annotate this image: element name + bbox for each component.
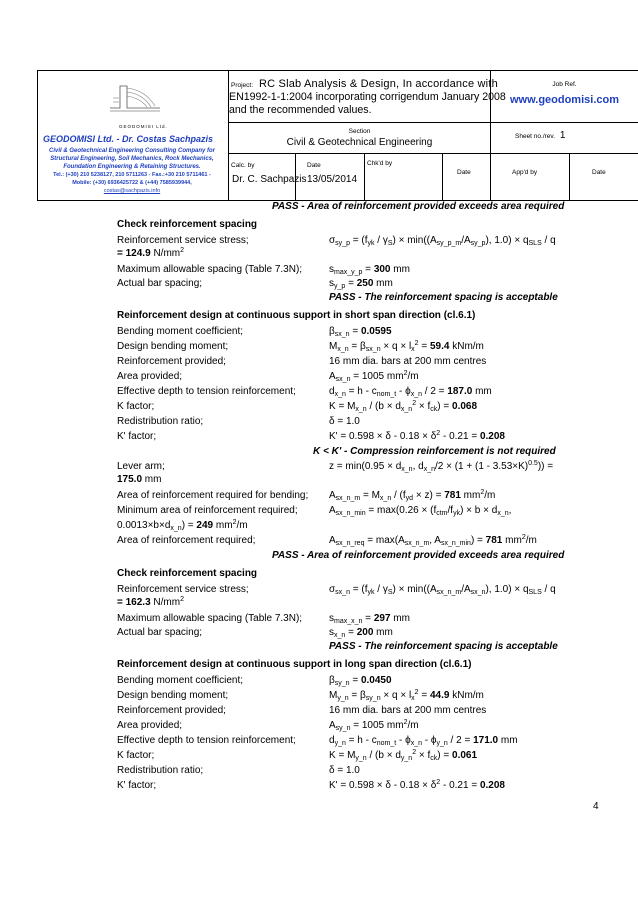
r7-value: δ = 1.0 <box>329 416 360 427</box>
r9-result: 175.0 mm <box>117 474 162 485</box>
u7-label: Redistribution ratio; <box>117 765 204 776</box>
r5-label: Effective depth to tension reinforcement; <box>117 386 296 397</box>
pass-message-4: PASS - The reinforcement spacing is acceptable <box>329 641 558 652</box>
r9-formula: $z = \min(0.95 \times d_{x\_n}$, $d_{x\_n}/2 \times (1 + (1 - 3.53\times K)^{0.5})$) = <box>329 460 554 473</box>
r11-result: $0.0013\times b\times d_{x\_n}) = 249$ $mm^2/m$ <box>117 519 248 532</box>
section-label: Section <box>348 128 371 135</box>
s2-value: $s_{max\_y\_p} = 300$ mm <box>329 264 410 276</box>
r8-label: K' factor; <box>117 431 157 442</box>
r10-value: $A_{sx\_n\_m} = M_{x\_n} / (f_{yd} \times z) = 781$ $mm^2/m$ <box>329 489 496 502</box>
r11-formula: $A_{sx\_n\_min} = \max(0.26 \times (f_{ctm}/f_{yk}) \times b \times d_{x\_n}$, <box>329 505 512 517</box>
t1-label: Reinforcement service stress; <box>117 584 249 595</box>
date2-label: Date <box>457 169 471 176</box>
project-text-3: and the recommended values. <box>229 104 372 116</box>
page-number: 4 <box>593 801 599 812</box>
u2-label: Design bending moment; <box>117 690 229 701</box>
u6-value: $K = M_{y\_n} / (b \times d_{y\_n}^2 \times f_{ck}) = 0.061$ <box>329 749 478 762</box>
u5-label: Effective depth to tension reinforcement; <box>117 735 296 746</box>
r6-label: K factor; <box>117 401 155 412</box>
s3-label: Actual bar spacing; <box>117 278 203 289</box>
date3-label: Date <box>592 169 606 176</box>
title-block <box>37 70 638 201</box>
project-text-2: EN1992-1-1:2004 incorporating corrigendum January 2008 <box>229 91 506 103</box>
u7-value: δ = 1.0 <box>329 765 360 776</box>
r2-value: $M_{x\_n} = \beta_{sx\_n} \times q \times l_x^2 = 59.4$ kNm/m <box>329 340 484 353</box>
s1-result: = 124.9 $N/mm^2$ <box>117 247 185 259</box>
s1-formula: $\sigma_{sy\_p} = (f_{yk} / \gamma_S) \times \min((A_{sy\_p\_m}/A_{sy\_p})$, $1.0) \times q_{SLS} / q$ <box>329 235 556 247</box>
t3-value: $s_{x\_n} = 200$ mm <box>329 627 393 639</box>
u5-value: $d_{y\_n} = h - c_{nom\_t} - \phi_{x\_n} - \phi_{y\_n} / 2 = 171.0$ mm <box>329 735 518 747</box>
r1-value: $\beta_{sx\_n} = 0.0595$ <box>329 326 392 338</box>
u3-value: 16 mm dia. bars at 200 mm centres <box>329 705 487 716</box>
r11-label: Minimum area of reinforcement required; <box>117 505 298 516</box>
u4-label: Area provided; <box>117 720 183 731</box>
pass-message-3: PASS - Area of reinforcement provided exceeds area required <box>272 550 565 561</box>
r6-value: $K = M_{x\_n} / (b \times d_{x\_n}^2 \times f_{ck}) = 0.068$ <box>329 400 478 413</box>
t1-result: = 162.3 $N/mm^2$ <box>117 596 185 608</box>
r4-value: $A_{sx\_n} = 1005$ $mm^2/m$ <box>329 370 419 383</box>
jobref-label: Job Ref. <box>552 81 577 88</box>
r9-label: Lever arm; <box>117 461 165 472</box>
company-logo-icon <box>105 78 165 122</box>
t2-value: $s_{max\_x\_n} = 297$ mm <box>329 613 410 625</box>
r1-label: Bending moment coefficient; <box>117 326 244 337</box>
calcby-label: Calc. by <box>231 162 255 169</box>
company-email-link[interactable]: costas@sachpazis.info <box>103 188 161 194</box>
company-tel: Tel.: (+30) 210 5238127, 210 5711263 - Fax.:+30 210 5711461 - <box>53 172 211 178</box>
u6-label: K factor; <box>117 750 155 761</box>
heading-long-span: Reinforcement design at continuous support in long span direction (cl.6.1) <box>117 659 472 670</box>
r5-value: $d_{x\_n} = h - c_{nom\_t} - \phi_{x\_n} / 2 = 187.0$ mm <box>329 386 492 398</box>
date-label: Date <box>307 162 321 169</box>
calcby-value: Dr. C. Sachpazis <box>232 174 307 185</box>
t1-formula: $\sigma_{sx\_n} = (f_{yk} / \gamma_S) \times \min((A_{sx\_n\_m}/A_{sx\_n})$, $1.0) \times q_{SLS} / q$ <box>329 584 556 596</box>
heading-check-spacing-1: Check reinforcement spacing <box>117 219 258 230</box>
company-desc-2: Structural Engineering, Soil Mechanics, Rock Mechanics, <box>50 156 214 162</box>
pass-message-1: PASS - Area of reinforcement provided exceeds area required <box>272 201 565 212</box>
u3-label: Reinforcement provided; <box>117 705 226 716</box>
s1-label: Reinforcement service stress; <box>117 235 249 246</box>
s2-label: Maximum allowable spacing (Table 7.3N); <box>117 264 303 275</box>
s3-value: $s_{y\_p} = 250$ mm <box>329 278 393 290</box>
r12-value: $A_{sx\_n\_req} = \max(A_{sx\_n\_m}$, $A_{sx\_n\_min}) = 781$ $mm^2/m$ <box>329 534 537 547</box>
company-desc-3: Foundation Engineering & Retaining Structures. <box>63 164 201 170</box>
logo-caption: GEODOMISI Ltd. <box>119 124 168 129</box>
appd-label: App'd by <box>512 169 538 176</box>
r10-label: Area of reinforcement required for bending; <box>117 490 309 501</box>
kcheck-message: K < K' - Compression reinforcement is not required <box>313 446 556 457</box>
u1-label: Bending moment coefficient; <box>117 675 244 686</box>
u8-value: $K' = 0.598 \times \delta - 0.18 \times \delta^2 - 0.21 = 0.208$ <box>329 779 505 791</box>
company-name: GEODOMISI Ltd. - Dr. Costas Sachpazis <box>43 134 214 144</box>
heading-check-spacing-2: Check reinforcement spacing <box>117 568 258 579</box>
u4-value: $A_{sy\_n} = 1005$ $mm^2/m$ <box>329 719 419 732</box>
r8-value: $K' = 0.598 \times \delta - 0.18 \times \delta^2 - 0.21 = 0.208$ <box>329 430 505 442</box>
company-mobile: Mobile: (+30) 6936425722 & (+44) 7585939944, <box>72 180 192 186</box>
u8-label: K' factor; <box>117 780 157 791</box>
t3-label: Actual bar spacing; <box>117 627 203 638</box>
project-label: Project: <box>231 82 254 89</box>
u2-value: $M_{y\_n} = \beta_{sy\_n} \times q \times l_x^2 = 44.9$ kNm/m <box>329 689 484 702</box>
company-desc-1: Civil & Geotechnical Engineering Consulting Company for <box>48 148 216 154</box>
chkd-label: Chk'd by <box>367 160 393 167</box>
sheet-value: 1 <box>559 130 566 141</box>
date-value: 13/05/2014 <box>307 174 358 185</box>
r3-value: 16 mm dia. bars at 200 mm centres <box>329 356 487 367</box>
r12-label: Area of reinforcement required; <box>117 535 256 546</box>
jobref-link[interactable]: www.geodomisi.com <box>510 94 619 106</box>
t2-label: Maximum allowable spacing (Table 7.3N); <box>117 613 303 624</box>
r3-label: Reinforcement provided; <box>117 356 226 367</box>
r2-label: Design bending moment; <box>117 341 229 352</box>
pass-message-2: PASS - The reinforcement spacing is acceptable <box>329 292 558 303</box>
r4-label: Area provided; <box>117 371 183 382</box>
heading-short-span: Reinforcement design at continuous support in short span direction (cl.6.1) <box>117 310 476 321</box>
section-value: Civil & Geotechnical Engineering <box>286 137 433 148</box>
project-text-1: RC Slab Analysis & Design, In accordance with <box>259 78 498 90</box>
u1-value: $\beta_{sy\_n} = 0.0450$ <box>329 675 392 687</box>
sheet-label: Sheet no./rev. 1 <box>515 130 566 141</box>
r7-label: Redistribution ratio; <box>117 416 204 427</box>
